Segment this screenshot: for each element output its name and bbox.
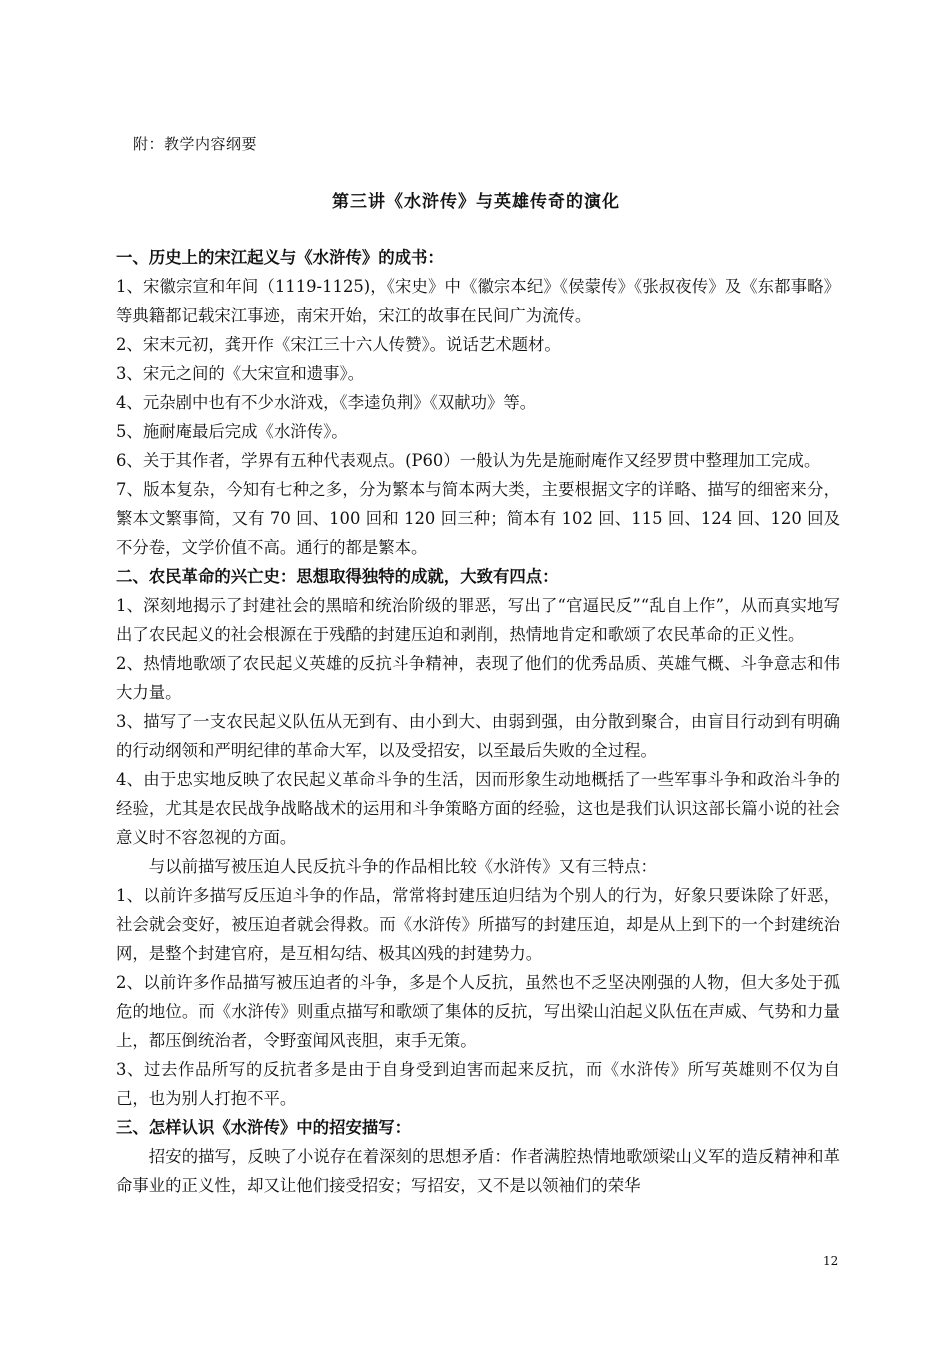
paragraph: 2、宋末元初，龚开作《宋江三十六人传赞》。说话艺术题材。	[116, 335, 561, 354]
lecture-title: 第三讲《水浒传》与英雄传奇的演化	[332, 192, 620, 212]
section-heading-3: 三、怎样认识《水浒传》中的招安描写：	[116, 1118, 412, 1137]
paragraph: 2、以前许多作品描写被压迫者的斗争，多是个人反抗，虽然也不乏坚决刚强的人物，但大多处于孤危的地位。而《水浒传》则重点描写和歌颂了集体的反抗，写出梁山泊起义队伍在声威、气势和力量上，都压倒统治者，令野蛮闻风丧胆，束手无策。	[116, 973, 840, 1050]
paragraph: 3、描写了一支农民起义队伍从无到有、由小到大、由弱到强，由分散到聚合，由盲目行动到有明确的行动纲领和严明纪律的革命大军，以及受招安，以至最后失败的全过程。	[116, 712, 840, 760]
paragraph: 3、宋元之间的《大宋宣和遗事》。	[116, 364, 365, 383]
paragraph: 2、热情地歌颂了农民起义英雄的反抗斗争精神，表现了他们的优秀品质、英雄气概、斗争意志和伟大力量。	[116, 654, 840, 702]
main-content	[116, 243, 840, 1200]
section-heading-1: 一、历史上的宋江起义与《水浒传》的成书：	[116, 248, 444, 267]
section-heading-2: 二、农民革命的兴亡史：思想取得独特的成就，大致有四点：	[116, 567, 559, 586]
appendix-note: 附：教学内容纲要	[133, 135, 258, 153]
paragraph: 7、版本复杂，今知有七种之多，分为繁本与简本两大类，主要根据文字的详略、描写的细密来分，繁本文繁事简，又有 70 回、100 回和 120 回三种；简本有 102 回、115 回、124 回、120 回及不分卷，文学价值不高。通行的都是繁本。	[116, 480, 840, 557]
paragraph: 招安的描写，反映了小说存在着深刻的思想矛盾：作者满腔热情地歌颂梁山义军的造反精神和革命事业的正义性，却又让他们接受招安；写招安，又不是以领袖们的荣华	[116, 1147, 840, 1195]
paragraph: 4、元杂剧中也有不少水浒戏，《李逵负荆》《双献功》等。	[116, 393, 537, 412]
sub-intro: 与以前描写被压迫人民反抗斗争的作品相比较《水浒传》又有三特点：	[148, 857, 657, 876]
paragraph: 5、施耐庵最后完成《水浒传》。	[116, 422, 348, 441]
paragraph: 3、过去作品所写的反抗者多是由于自身受到迫害而起来反抗，而《水浒传》所写英雄则不仅为自己，也为别人打抱不平。	[116, 1060, 840, 1108]
page-number: 12	[823, 1254, 839, 1268]
paragraph: 1、宋徽宗宣和年间（1119-1125)，《宋史》中《徽宗本纪》《侯蒙传》《张叔夜传》及《东都事略》等典籍都记载宋江事迹，南宋开始，宋江的故事在民间广为流传。	[116, 277, 840, 325]
paragraph: 6、关于其作者，学界有五种代表观点。(P60）一般认为先是施耐庵作又经罗贯中整理加工完成。	[116, 451, 821, 470]
paragraph: 4、由于忠实地反映了农民起义革命斗争的生活，因而形象生动地概括了一些军事斗争和政治斗争的经验，尤其是农民战争战略战术的运用和斗争策略方面的经验，这也是我们认识这部长篇小说的社会意义时不容忽视的方面。	[116, 770, 840, 847]
paragraph: 1、深刻地揭示了封建社会的黑暗和统治阶级的罪恶，写出了“官逼民反”“乱自上作”，从而真实地写出了农民起义的社会根源在于残酷的封建压迫和剥削，热情地肯定和歌颂了农民革命的正义性。	[116, 596, 840, 644]
paragraph: 1、以前许多描写反压迫斗争的作品，常常将封建压迫归结为个别人的行为，好象只要诛除了奸恶，社会就会变好，被压迫者就会得救。而《水浒传》所描写的封建压迫，却是从上到下的一个封建统治网，是整个封建官府，是互相勾结、极其凶残的封建势力。	[116, 886, 840, 963]
